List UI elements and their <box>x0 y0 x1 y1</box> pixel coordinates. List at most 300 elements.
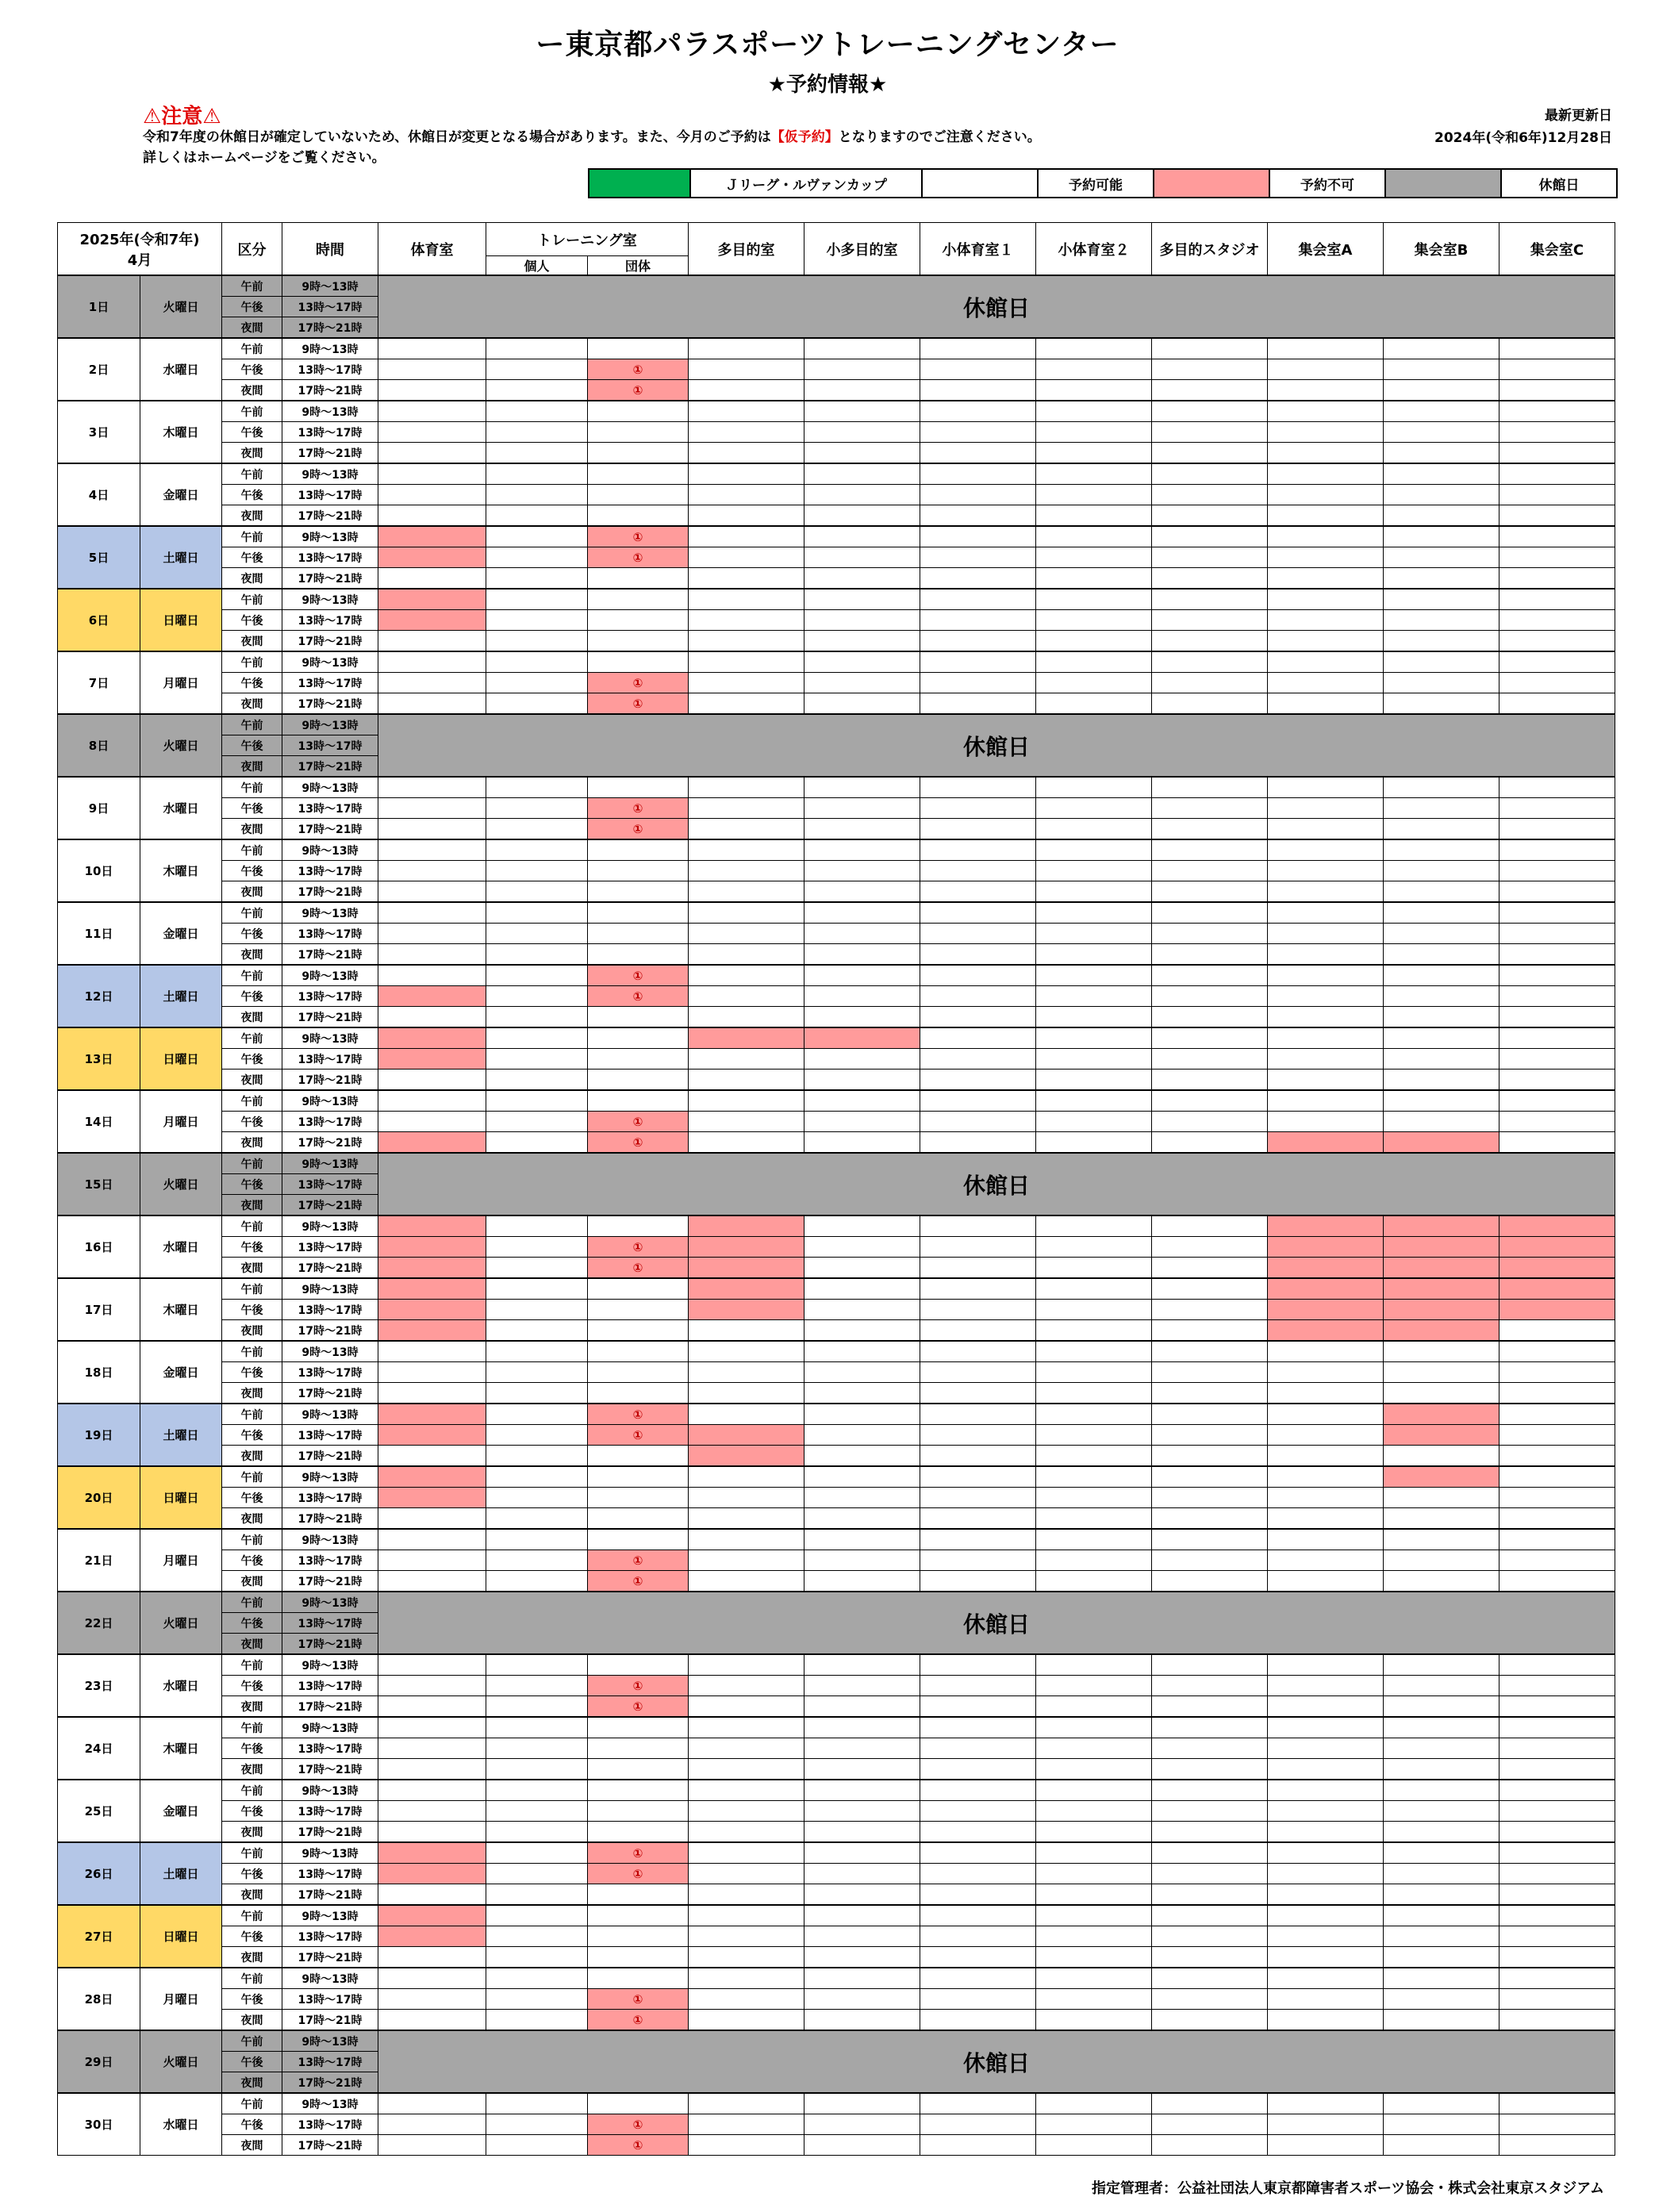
reservation-cell[interactable] <box>1499 2135 1615 2156</box>
reservation-cell[interactable] <box>920 1383 1036 1404</box>
reservation-cell[interactable] <box>1036 1654 1152 1676</box>
reservation-cell[interactable] <box>486 798 588 819</box>
reservation-cell[interactable] <box>1036 1383 1152 1404</box>
reservation-cell[interactable] <box>1384 965 1499 986</box>
reservation-cell[interactable] <box>378 338 486 359</box>
reservation-cell[interactable] <box>588 881 689 903</box>
reservation-cell[interactable] <box>689 1842 804 1864</box>
reservation-cell[interactable] <box>1384 839 1499 861</box>
reservation-cell[interactable] <box>378 1341 486 1362</box>
reservation-cell[interactable] <box>378 1383 486 1404</box>
reservation-cell[interactable] <box>486 443 588 464</box>
reservation-cell[interactable] <box>1152 589 1268 610</box>
reservation-cell[interactable] <box>1152 1989 1268 2010</box>
reservation-cell[interactable] <box>1499 1696 1615 1718</box>
reservation-cell[interactable] <box>378 986 486 1007</box>
reservation-cell[interactable] <box>1268 861 1384 881</box>
reservation-cell[interactable] <box>486 1864 588 1884</box>
reservation-cell[interactable] <box>689 1278 804 1300</box>
reservation-cell[interactable] <box>1384 1989 1499 2010</box>
reservation-cell[interactable] <box>689 568 804 589</box>
reservation-cell[interactable] <box>1152 1864 1268 1884</box>
reservation-cell[interactable] <box>486 1488 588 1508</box>
reservation-cell[interactable] <box>804 1362 920 1383</box>
reservation-cell[interactable] <box>1036 1947 1152 1968</box>
reservation-cell[interactable] <box>378 443 486 464</box>
reservation-cell[interactable] <box>1036 485 1152 505</box>
reservation-cell[interactable] <box>920 1989 1036 2010</box>
reservation-cell[interactable] <box>588 1717 689 1738</box>
reservation-cell[interactable] <box>1384 1884 1499 1906</box>
reservation-cell[interactable] <box>1036 568 1152 589</box>
reservation-cell[interactable] <box>1384 1717 1499 1738</box>
reservation-cell[interactable] <box>1384 1508 1499 1530</box>
reservation-cell[interactable] <box>1384 1550 1499 1571</box>
reservation-cell[interactable] <box>920 505 1036 527</box>
reservation-cell[interactable] <box>1268 1488 1384 1508</box>
reservation-cell[interactable] <box>1152 1362 1268 1383</box>
reservation-cell[interactable]: ① <box>588 1112 689 1132</box>
reservation-cell[interactable] <box>1384 1801 1499 1822</box>
reservation-cell[interactable] <box>378 1717 486 1738</box>
reservation-cell[interactable] <box>1036 505 1152 527</box>
reservation-cell[interactable] <box>1152 2114 1268 2135</box>
reservation-cell[interactable] <box>804 359 920 380</box>
reservation-cell[interactable] <box>1384 1070 1499 1091</box>
reservation-cell[interactable]: ① <box>588 1404 689 1425</box>
reservation-cell[interactable] <box>1152 1947 1268 1968</box>
reservation-cell[interactable] <box>1499 2010 1615 2031</box>
reservation-cell[interactable] <box>689 1466 804 1488</box>
reservation-cell[interactable] <box>804 1341 920 1362</box>
reservation-cell[interactable] <box>1152 401 1268 422</box>
reservation-cell[interactable] <box>689 1383 804 1404</box>
reservation-cell[interactable] <box>1384 819 1499 840</box>
reservation-cell[interactable] <box>1268 2114 1384 2135</box>
reservation-cell[interactable] <box>1036 1341 1152 1362</box>
reservation-cell[interactable] <box>486 1049 588 1070</box>
reservation-cell[interactable] <box>486 819 588 840</box>
reservation-cell[interactable] <box>1499 1488 1615 1508</box>
reservation-cell[interactable] <box>1384 924 1499 944</box>
reservation-cell[interactable] <box>588 1947 689 1968</box>
reservation-cell[interactable] <box>1152 1488 1268 1508</box>
reservation-cell[interactable] <box>1384 1466 1499 1488</box>
reservation-cell[interactable] <box>920 986 1036 1007</box>
reservation-cell[interactable] <box>1036 463 1152 485</box>
reservation-cell[interactable] <box>1152 1696 1268 1718</box>
reservation-cell[interactable] <box>1268 1049 1384 1070</box>
reservation-cell[interactable] <box>486 463 588 485</box>
reservation-cell[interactable] <box>1036 1425 1152 1446</box>
reservation-cell[interactable] <box>804 1508 920 1530</box>
reservation-cell[interactable]: ① <box>588 1676 689 1696</box>
reservation-cell[interactable] <box>804 1676 920 1696</box>
reservation-cell[interactable] <box>1384 1968 1499 1989</box>
reservation-cell[interactable] <box>1152 839 1268 861</box>
reservation-cell[interactable] <box>804 1007 920 1028</box>
reservation-cell[interactable] <box>1384 1383 1499 1404</box>
reservation-cell[interactable] <box>920 1362 1036 1383</box>
reservation-cell[interactable] <box>920 1571 1036 1592</box>
reservation-cell[interactable] <box>689 1968 804 1989</box>
reservation-cell[interactable] <box>1384 1049 1499 1070</box>
reservation-cell[interactable] <box>1384 526 1499 547</box>
reservation-cell[interactable] <box>920 1968 1036 1989</box>
reservation-cell[interactable] <box>378 1905 486 1926</box>
reservation-cell[interactable] <box>804 1049 920 1070</box>
reservation-cell[interactable] <box>486 1215 588 1237</box>
reservation-cell[interactable] <box>486 1237 588 1258</box>
reservation-cell[interactable] <box>804 1300 920 1320</box>
reservation-cell[interactable] <box>1384 1926 1499 1947</box>
reservation-cell[interactable] <box>689 401 804 422</box>
reservation-cell[interactable] <box>378 1258 486 1279</box>
reservation-cell[interactable] <box>1499 1676 1615 1696</box>
reservation-cell[interactable] <box>1036 693 1152 715</box>
reservation-cell[interactable] <box>1268 673 1384 693</box>
reservation-cell[interactable] <box>1384 2135 1499 2156</box>
reservation-cell[interactable] <box>588 1466 689 1488</box>
reservation-cell[interactable] <box>1384 422 1499 443</box>
reservation-cell[interactable] <box>1384 861 1499 881</box>
reservation-cell[interactable] <box>1499 944 1615 966</box>
reservation-cell[interactable] <box>378 2010 486 2031</box>
reservation-cell[interactable] <box>1268 547 1384 568</box>
reservation-cell[interactable] <box>920 1070 1036 1091</box>
reservation-cell[interactable] <box>689 798 804 819</box>
reservation-cell[interactable] <box>1152 986 1268 1007</box>
reservation-cell[interactable] <box>378 1320 486 1342</box>
reservation-cell[interactable] <box>920 610 1036 631</box>
reservation-cell[interactable] <box>689 1947 804 1968</box>
reservation-cell[interactable] <box>689 1320 804 1342</box>
reservation-cell[interactable] <box>1036 1446 1152 1467</box>
reservation-cell[interactable] <box>588 1488 689 1508</box>
reservation-cell[interactable] <box>378 944 486 966</box>
reservation-cell[interactable] <box>804 401 920 422</box>
reservation-cell[interactable] <box>1152 798 1268 819</box>
reservation-cell[interactable] <box>920 1300 1036 1320</box>
reservation-cell[interactable] <box>378 2135 486 2156</box>
reservation-cell[interactable] <box>486 881 588 903</box>
reservation-cell[interactable] <box>1499 1968 1615 1989</box>
reservation-cell[interactable] <box>486 547 588 568</box>
reservation-cell[interactable] <box>689 673 804 693</box>
reservation-cell[interactable] <box>689 1801 804 1822</box>
reservation-cell[interactable] <box>1036 589 1152 610</box>
reservation-cell[interactable] <box>1036 2093 1152 2114</box>
reservation-cell[interactable] <box>689 2010 804 2031</box>
reservation-cell[interactable] <box>1499 1738 1615 1759</box>
reservation-cell[interactable]: ① <box>588 1571 689 1592</box>
reservation-cell[interactable] <box>486 1446 588 1467</box>
reservation-cell[interactable] <box>486 1027 588 1049</box>
reservation-cell[interactable] <box>1384 1864 1499 1884</box>
reservation-cell[interactable] <box>920 485 1036 505</box>
reservation-cell[interactable] <box>689 422 804 443</box>
reservation-cell[interactable] <box>689 1446 804 1467</box>
reservation-cell[interactable] <box>1268 1070 1384 1091</box>
reservation-cell[interactable] <box>1384 1759 1499 1780</box>
reservation-cell[interactable] <box>486 1842 588 1864</box>
reservation-cell[interactable] <box>1499 881 1615 903</box>
reservation-cell[interactable] <box>1036 902 1152 924</box>
reservation-cell[interactable] <box>920 401 1036 422</box>
reservation-cell[interactable] <box>588 1341 689 1362</box>
reservation-cell[interactable] <box>1384 2010 1499 2031</box>
reservation-cell[interactable] <box>378 1300 486 1320</box>
reservation-cell[interactable] <box>804 2010 920 2031</box>
reservation-cell[interactable] <box>1036 1926 1152 1947</box>
reservation-cell[interactable] <box>689 1571 804 1592</box>
reservation-cell[interactable] <box>1152 1550 1268 1571</box>
reservation-cell[interactable] <box>920 924 1036 944</box>
reservation-cell[interactable] <box>1268 986 1384 1007</box>
reservation-cell[interactable] <box>1036 1676 1152 1696</box>
reservation-cell[interactable] <box>689 1905 804 1926</box>
reservation-cell[interactable] <box>1384 1341 1499 1362</box>
reservation-cell[interactable] <box>1499 1258 1615 1279</box>
reservation-cell[interactable] <box>1036 422 1152 443</box>
reservation-cell[interactable] <box>1499 338 1615 359</box>
reservation-cell[interactable] <box>486 1132 588 1154</box>
reservation-cell[interactable] <box>920 463 1036 485</box>
reservation-cell[interactable] <box>920 1676 1036 1696</box>
reservation-cell[interactable] <box>689 1300 804 1320</box>
reservation-cell[interactable] <box>486 693 588 715</box>
reservation-cell[interactable] <box>588 1884 689 1906</box>
reservation-cell[interactable] <box>689 1654 804 1676</box>
reservation-cell[interactable] <box>486 986 588 1007</box>
reservation-cell[interactable] <box>920 2010 1036 2031</box>
reservation-cell[interactable] <box>920 1466 1036 1488</box>
reservation-cell[interactable] <box>920 1654 1036 1676</box>
reservation-cell[interactable] <box>1499 2093 1615 2114</box>
reservation-cell[interactable] <box>378 547 486 568</box>
reservation-cell[interactable] <box>920 1237 1036 1258</box>
reservation-cell[interactable] <box>1036 1801 1152 1822</box>
reservation-cell[interactable] <box>486 1508 588 1530</box>
reservation-cell[interactable] <box>1268 1090 1384 1112</box>
reservation-cell[interactable] <box>920 547 1036 568</box>
reservation-cell[interactable] <box>1268 798 1384 819</box>
reservation-cell[interactable] <box>804 443 920 464</box>
reservation-cell[interactable] <box>378 651 486 673</box>
reservation-cell[interactable]: ① <box>588 1550 689 1571</box>
reservation-cell[interactable] <box>920 1696 1036 1718</box>
reservation-cell[interactable] <box>486 338 588 359</box>
reservation-cell[interactable] <box>1499 1508 1615 1530</box>
reservation-cell[interactable] <box>1268 1696 1384 1718</box>
reservation-cell[interactable] <box>1152 944 1268 966</box>
reservation-cell[interactable] <box>1036 651 1152 673</box>
reservation-cell[interactable]: ① <box>588 1842 689 1864</box>
reservation-cell[interactable] <box>378 1676 486 1696</box>
reservation-cell[interactable] <box>1152 1717 1268 1738</box>
reservation-cell[interactable] <box>689 693 804 715</box>
reservation-cell[interactable] <box>1152 1132 1268 1154</box>
reservation-cell[interactable] <box>486 1968 588 1989</box>
reservation-cell[interactable] <box>378 1132 486 1154</box>
reservation-cell[interactable] <box>920 1258 1036 1279</box>
reservation-cell[interactable] <box>1384 1905 1499 1926</box>
reservation-cell[interactable] <box>1384 1215 1499 1237</box>
reservation-cell[interactable] <box>378 924 486 944</box>
reservation-cell[interactable] <box>378 1466 486 1488</box>
reservation-cell[interactable] <box>486 2093 588 2114</box>
reservation-cell[interactable] <box>1499 1090 1615 1112</box>
reservation-cell[interactable] <box>1499 1383 1615 1404</box>
reservation-cell[interactable] <box>1268 1780 1384 1801</box>
reservation-cell[interactable]: ① <box>588 2135 689 2156</box>
reservation-cell[interactable] <box>378 777 486 798</box>
reservation-cell[interactable] <box>1036 1278 1152 1300</box>
reservation-cell[interactable] <box>1152 380 1268 401</box>
reservation-cell[interactable] <box>920 1404 1036 1425</box>
reservation-cell[interactable] <box>1036 1320 1152 1342</box>
reservation-cell[interactable] <box>1152 422 1268 443</box>
reservation-cell[interactable] <box>378 2093 486 2114</box>
reservation-cell[interactable] <box>378 1822 486 1843</box>
reservation-cell[interactable] <box>1268 965 1384 986</box>
reservation-cell[interactable] <box>1152 443 1268 464</box>
reservation-cell[interactable] <box>1036 673 1152 693</box>
reservation-cell[interactable] <box>689 1926 804 1947</box>
reservation-cell[interactable] <box>1152 1027 1268 1049</box>
reservation-cell[interactable] <box>588 1090 689 1112</box>
reservation-cell[interactable] <box>1036 1550 1152 1571</box>
reservation-cell[interactable] <box>1036 526 1152 547</box>
reservation-cell[interactable] <box>1152 1320 1268 1342</box>
reservation-cell[interactable] <box>1268 1425 1384 1446</box>
reservation-cell[interactable] <box>689 1132 804 1154</box>
reservation-cell[interactable] <box>1499 1070 1615 1091</box>
reservation-cell[interactable] <box>1268 1215 1384 1237</box>
reservation-cell[interactable] <box>588 924 689 944</box>
reservation-cell[interactable] <box>1384 338 1499 359</box>
reservation-cell[interactable] <box>1499 1278 1615 1300</box>
reservation-cell[interactable] <box>689 1404 804 1425</box>
reservation-cell[interactable] <box>804 1027 920 1049</box>
reservation-cell[interactable] <box>689 2114 804 2135</box>
reservation-cell[interactable] <box>804 1446 920 1467</box>
reservation-cell[interactable] <box>1384 505 1499 527</box>
reservation-cell[interactable] <box>1152 1842 1268 1864</box>
reservation-cell[interactable] <box>920 1446 1036 1467</box>
reservation-cell[interactable] <box>920 881 1036 903</box>
reservation-cell[interactable] <box>486 1278 588 1300</box>
reservation-cell[interactable] <box>1384 944 1499 966</box>
reservation-cell[interactable] <box>588 1300 689 1320</box>
reservation-cell[interactable] <box>486 1926 588 1947</box>
reservation-cell[interactable] <box>689 1676 804 1696</box>
reservation-cell[interactable] <box>1268 359 1384 380</box>
reservation-cell[interactable] <box>1384 1112 1499 1132</box>
reservation-cell[interactable] <box>804 1132 920 1154</box>
reservation-cell[interactable] <box>1152 693 1268 715</box>
reservation-cell[interactable] <box>588 485 689 505</box>
reservation-cell[interactable]: ① <box>588 673 689 693</box>
reservation-cell[interactable] <box>486 610 588 631</box>
reservation-cell[interactable] <box>804 2135 920 2156</box>
reservation-cell[interactable] <box>486 965 588 986</box>
reservation-cell[interactable] <box>1499 1237 1615 1258</box>
reservation-cell[interactable] <box>588 1007 689 1028</box>
reservation-cell[interactable] <box>689 839 804 861</box>
reservation-cell[interactable] <box>486 1007 588 1028</box>
reservation-cell[interactable] <box>1268 1759 1384 1780</box>
reservation-cell[interactable] <box>378 798 486 819</box>
reservation-cell[interactable] <box>1036 861 1152 881</box>
reservation-cell[interactable]: ① <box>588 965 689 986</box>
reservation-cell[interactable] <box>1268 1884 1384 1906</box>
reservation-cell[interactable] <box>804 777 920 798</box>
reservation-cell[interactable] <box>804 861 920 881</box>
reservation-cell[interactable] <box>1384 463 1499 485</box>
reservation-cell[interactable] <box>1036 1529 1152 1550</box>
reservation-cell[interactable] <box>804 1571 920 1592</box>
reservation-cell[interactable] <box>486 1090 588 1112</box>
reservation-cell[interactable] <box>1384 1237 1499 1258</box>
reservation-cell[interactable] <box>378 902 486 924</box>
reservation-cell[interactable] <box>1384 380 1499 401</box>
reservation-cell[interactable] <box>1384 986 1499 1007</box>
reservation-cell[interactable] <box>804 568 920 589</box>
reservation-cell[interactable] <box>486 1258 588 1279</box>
reservation-cell[interactable] <box>804 1215 920 1237</box>
reservation-cell[interactable] <box>920 1508 1036 1530</box>
reservation-cell[interactable] <box>1268 1362 1384 1383</box>
reservation-cell[interactable] <box>1268 1571 1384 1592</box>
reservation-cell[interactable] <box>1152 1905 1268 1926</box>
reservation-cell[interactable] <box>1268 1822 1384 1843</box>
reservation-cell[interactable] <box>378 359 486 380</box>
reservation-cell[interactable] <box>378 1696 486 1718</box>
reservation-cell[interactable] <box>689 610 804 631</box>
reservation-cell[interactable] <box>486 1070 588 1091</box>
reservation-cell[interactable] <box>1268 1027 1384 1049</box>
reservation-cell[interactable] <box>588 1070 689 1091</box>
reservation-cell[interactable] <box>1152 881 1268 903</box>
reservation-cell[interactable] <box>1152 1237 1268 1258</box>
reservation-cell[interactable] <box>588 1968 689 1989</box>
reservation-cell[interactable]: ① <box>588 986 689 1007</box>
reservation-cell[interactable] <box>689 881 804 903</box>
reservation-cell[interactable] <box>1499 1571 1615 1592</box>
reservation-cell[interactable] <box>1036 798 1152 819</box>
reservation-cell[interactable] <box>1152 1926 1268 1947</box>
reservation-cell[interactable] <box>1268 1237 1384 1258</box>
reservation-cell[interactable] <box>804 673 920 693</box>
reservation-cell[interactable] <box>1152 1404 1268 1425</box>
reservation-cell[interactable] <box>1152 1529 1268 1550</box>
reservation-cell[interactable] <box>1384 610 1499 631</box>
reservation-cell[interactable] <box>804 422 920 443</box>
reservation-cell[interactable] <box>486 1466 588 1488</box>
reservation-cell[interactable] <box>1152 819 1268 840</box>
reservation-cell[interactable] <box>1268 1968 1384 1989</box>
reservation-cell[interactable] <box>1268 693 1384 715</box>
reservation-cell[interactable] <box>804 1989 920 2010</box>
reservation-cell[interactable] <box>1499 1132 1615 1154</box>
reservation-cell[interactable] <box>1152 2010 1268 2031</box>
reservation-cell[interactable] <box>920 1947 1036 1968</box>
reservation-cell[interactable] <box>1384 651 1499 673</box>
reservation-cell[interactable] <box>1384 1654 1499 1676</box>
reservation-cell[interactable] <box>378 1112 486 1132</box>
reservation-cell[interactable] <box>920 902 1036 924</box>
